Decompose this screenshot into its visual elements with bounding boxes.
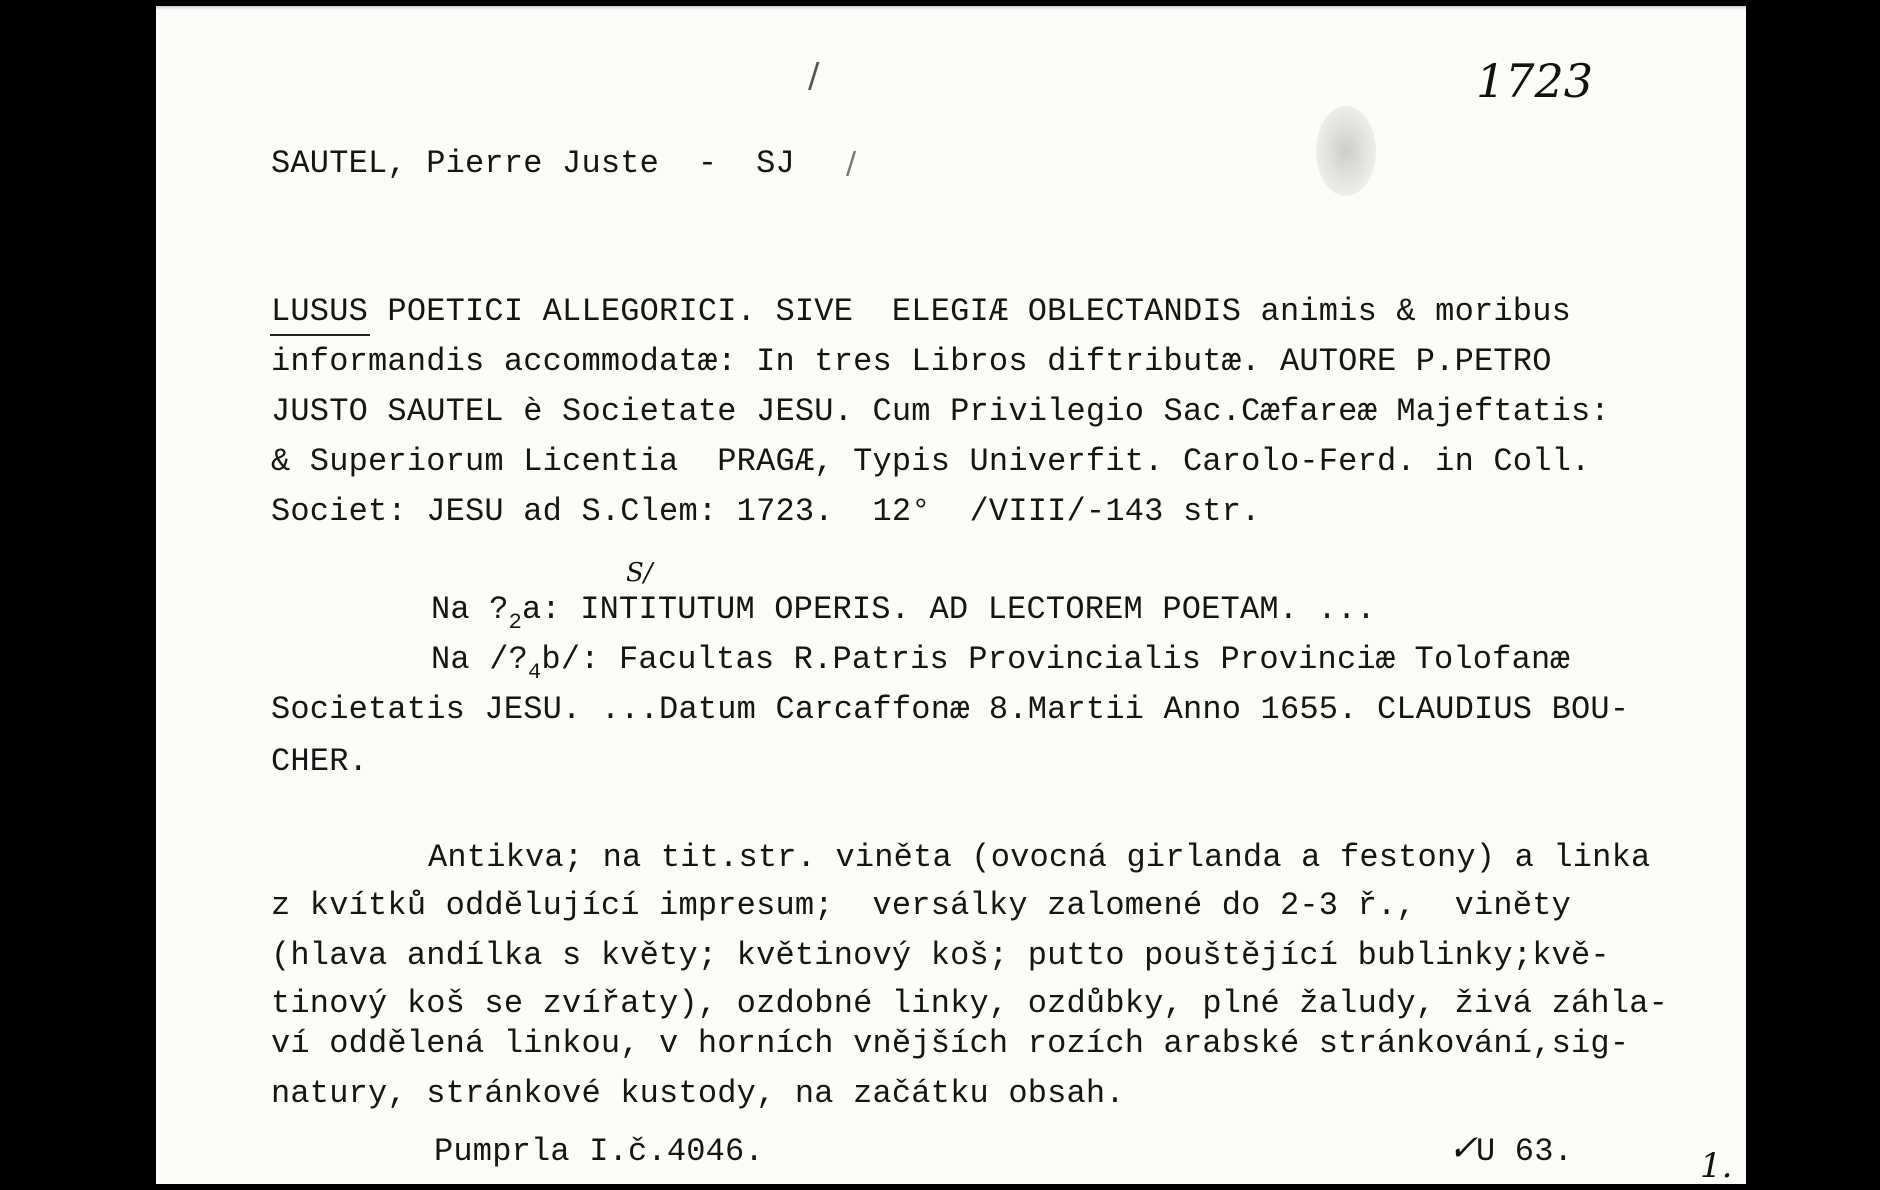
note-leaf-2a-text: a: INTITUTUM OPERIS. AD LECTOREM POETAM. ... [522, 591, 1376, 628]
note-leaf-4b [431, 641, 1570, 685]
title-line-3: JUSTO SAUTEL è Societate JESU. Cum Privilegio Sac.Cæfareæ Majeftatis: [271, 393, 1610, 430]
note-continuation-1: Societatis JESU. ...Datum Carcaffonæ 8.Martii Anno 1655. CLAUDIUS BOU- [271, 691, 1630, 728]
note-leaf-4b-text: b/: Facultas R.Patris Provincialis Provinciæ Tolofanæ [541, 641, 1570, 678]
scan-smudge [1316, 106, 1376, 196]
handwritten-tick: ✓ [1448, 1128, 1479, 1169]
author-heading: SAUTEL, Pierre Juste - SJ [271, 145, 795, 182]
note-leaf-2a-sub: 2 [508, 610, 523, 635]
description-line-1: Antikva; na tit.str. viněta (ovocná girlanda a festony) a linka [428, 839, 1651, 876]
description-line-5: ví oddělená linkou, v horních vnějších rozích arabské stránkování,sig- [271, 1025, 1630, 1062]
title-line-4: & Superiorum Licentia PRAGÆ, Typis Univerfit. Carolo-Ferd. in Coll. [271, 443, 1591, 480]
note-leaf-4b-sub: 4 [528, 660, 542, 685]
card-top-edge [156, 6, 1746, 10]
note-continuation-2: CHER. [271, 743, 369, 780]
handwritten-year-note: 1723 [1476, 54, 1594, 108]
title-line-5: Societ: JESU ad S.Clem: 1723. 12° /VIII/-143 str. [271, 493, 1261, 530]
title-line-2: informandis accommodatæ: In tres Libros diftributæ. AUTORE P.PETRO [271, 343, 1552, 380]
scan-mark: / [846, 146, 857, 181]
description-line-4: tinový koš se zvířaty), ozdobné linky, ozdůbky, plné žaludy, živá záhla- [271, 985, 1669, 1022]
title-line-1: LUSUS POETICI ALLEGORICI. SIVE ELEGIÆ OBLECTANDIS animis & moribus [271, 293, 1572, 330]
description-line-2: z kvítků oddělující impresum; versálky zalomené do 2-3 ř., viněty [271, 887, 1572, 924]
note-leaf-2a [431, 591, 1376, 635]
note-leaf-2a-prefix: Na ? [431, 591, 509, 628]
handwritten-underline [270, 334, 370, 336]
catalog-card [156, 6, 1746, 1184]
shelfmark: U 63. [1476, 1133, 1574, 1170]
handwritten-correction: S/ [626, 558, 653, 588]
handwritten-page-mark: 1. [1700, 1146, 1733, 1186]
description-line-3: (hlava andílka s květy; květinový koš; putto pouštějící bublinky;kvě- [271, 937, 1610, 974]
description-line-6: natury, stránkové kustody, na začátku obsah. [271, 1075, 1125, 1112]
bibliographic-reference: Pumprla I.č.4046. [434, 1133, 764, 1170]
note-leaf-4b-prefix: Na /? [431, 641, 529, 678]
scan-mark: / [808, 56, 820, 96]
